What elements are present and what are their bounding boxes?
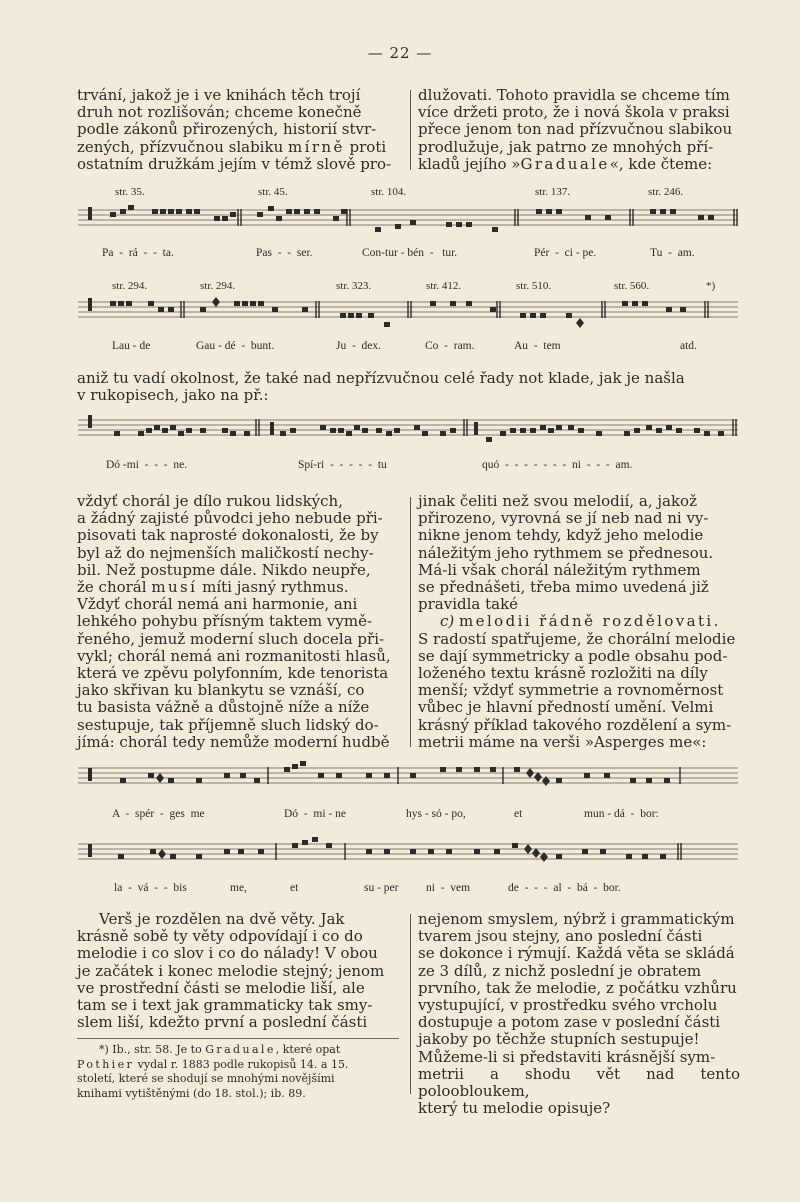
text-line: se dají symmetricky a podle obsahu pod- <box>418 646 728 665</box>
text-line: S radostí spatřujeme, že chorální melodie <box>418 629 736 648</box>
text-line: ostatním družkám jejím v témž slově pro- <box>77 154 392 173</box>
syllables: et <box>514 808 523 820</box>
text-line: ve prostřední části se melodie liší, ale <box>77 978 365 997</box>
mid-left-column <box>77 493 399 751</box>
text-line: náležitým jeho rythmem se přednesou. <box>418 543 714 562</box>
text-line: Má-li však chorál náležitým rythmem <box>418 560 701 579</box>
text-line: Verš je rozdělen na dvě věty. Jak <box>99 910 345 928</box>
text-line: vystupující, v prostředku svého vrcholu <box>418 996 718 1015</box>
text-line: melodie i co slov i co do nálady! V obou <box>77 944 378 963</box>
syllables: Co - ram. <box>425 340 475 352</box>
mid-text <box>77 370 740 404</box>
text-line: vykl; chorál nemá ani rozmanitosti hlasů, <box>77 646 391 665</box>
syllables: de - - - al - bá - bor. <box>508 882 621 894</box>
ref-label: str. 294. <box>112 280 148 292</box>
ref-label: str. 323. <box>336 280 372 292</box>
syllables: Pas - - ser. <box>256 247 313 259</box>
column-divider <box>410 90 411 170</box>
syllables: atd. <box>680 340 697 352</box>
text-line: nejenom smyslem, nýbrž i grammatickým <box>418 910 735 928</box>
staff-example-1 <box>0 200 800 250</box>
text-line: se přednášeti, třeba mimo uvedená již <box>418 578 709 597</box>
text-line: je začátek i konec melodie stejný; jenom <box>77 961 385 980</box>
syllables: A - spér - ges me <box>112 808 205 820</box>
text-line: kladů jejího »Graduale«, kde čteme: <box>418 154 713 173</box>
syllables: Dó - mi - ne <box>284 808 346 820</box>
text-line: slem liší, kdežto první a poslední části <box>77 1013 368 1032</box>
text-line: která ve zpěvu polyfonním, kde tenorista <box>77 664 389 683</box>
text-line: přirozeno, vyrovná se jí neb nad ni vy- <box>418 509 709 528</box>
syllables: mun - dá - bor: <box>584 808 659 820</box>
text-line: podle zákonů přirozených, historií stvr- <box>77 120 377 139</box>
text-line: trvání, jakož je i ve knihách těch trojí <box>77 86 361 104</box>
ref-label: str. 246. <box>648 186 684 198</box>
ref-label: str. 412. <box>426 280 462 292</box>
text-line: a žádný zajisté původci jeho nebude při- <box>77 509 383 528</box>
text-line: krásný příklad takového rozdělení a sym- <box>418 715 732 734</box>
syllables: Gau - dé - bunt. <box>196 340 275 352</box>
footnote-line: *) Ib., str. 58. Je to Graduale, které opat <box>99 1043 341 1056</box>
syllables: et <box>290 882 299 894</box>
text-line: prodlužuje, jak patrno ze mnohých pří- <box>418 137 714 156</box>
footnote-line: Pothier vydal r. 1883 podle rukopisů 14. a 15. <box>77 1057 349 1071</box>
ref-label: str. 104. <box>371 186 407 198</box>
staff-example-2 <box>0 292 800 342</box>
text-line: byl až do nejmenších maličkostí nechy- <box>77 543 374 562</box>
column-divider <box>410 914 411 1094</box>
text-line: zených, přízvučnou slabiku mírně proti <box>77 137 387 156</box>
text-line: lehkého pohybu přísným taktem vymě- <box>77 612 373 631</box>
top-left-column <box>77 87 399 173</box>
footnote-rule <box>77 1038 399 1039</box>
syllables: Dó -mi - - - ne. <box>106 459 188 471</box>
ref-label: str. 510. <box>516 280 552 292</box>
text-line: tu basista vážně a důstojně níže a níže <box>77 698 370 717</box>
syllables: me, <box>230 882 247 894</box>
text-line: přece jenom ton nad přízvučnou slabikou <box>418 120 733 139</box>
text-line: více držeti proto, že i nová škola v praksi <box>418 103 730 122</box>
ref-label: str. 560. <box>614 280 650 292</box>
syllables: Lau - de <box>112 340 151 352</box>
text-line: jinak čeliti než svou melodií, a, jakož <box>418 492 697 510</box>
syllables: Ju - dex. <box>336 340 382 352</box>
text-line: c) melodii řádně rozdělovati. <box>440 612 721 631</box>
bottom-right-column <box>418 911 740 1117</box>
staff-example-4b <box>0 834 800 884</box>
text-line: dlužovati. Tohoto pravidla se chceme tím <box>418 86 730 104</box>
column-divider <box>410 497 411 747</box>
text-line: krásně sobě ty věty odpovídají i co do <box>77 927 363 946</box>
text-line: ze 3 dílů, z nichž poslední je obratem <box>418 961 702 980</box>
syllables: su - per <box>364 882 399 894</box>
text-line: loženého textu krásně rozložiti na díly <box>418 664 708 683</box>
syllables: ni - vem <box>426 882 471 894</box>
syllables: hys - só - po, <box>406 808 466 820</box>
text-line: tam se i text jak grammaticky tak smy- <box>77 996 373 1015</box>
ref-label: str. 35. <box>115 186 145 198</box>
text-line: prvního, tak že melodie, z počátku vzhůru <box>418 978 737 997</box>
syllables: quó - - - - - - - ni - - - am. <box>482 459 633 471</box>
text-line: pravidla také <box>418 595 519 614</box>
mid-right-column <box>418 493 740 751</box>
syllables: Au - tem <box>514 340 561 352</box>
text-line: vždyť chorál je dílo rukou lidských, <box>77 492 343 510</box>
ref-label: str. 45. <box>258 186 288 198</box>
page-number: — 22 — <box>367 44 433 62</box>
text-line: vůbec je hlavní předností umění. Velmi <box>418 698 714 717</box>
text-line: metrii a shodu vět nad tento poloobloukem, <box>418 1064 740 1101</box>
text-line: druh not rozlišován; chceme konečně <box>77 103 362 122</box>
text-line: metrii máme na verši »Asperges me«: <box>418 732 707 751</box>
syllables: Spí-ri - - - - - tu <box>298 459 387 471</box>
text-line: v rukopisech, jako na př.: <box>77 386 269 405</box>
footnote <box>77 1043 399 1101</box>
syllables: Pa - rá - - ta. <box>102 247 174 259</box>
footnote-line: století, které se shodují se mnohými novějšími <box>77 1072 335 1085</box>
staff-example-4a <box>0 758 800 808</box>
text-line: že chorál musí míti jasný rythmus. <box>77 578 349 597</box>
text-line: dostupuje a potom zase v poslední části <box>418 1013 721 1032</box>
text-line: menší; vždyť symmetrie a rovnoměrnost <box>418 681 724 700</box>
ref-label: str. 137. <box>535 186 571 198</box>
text-line: pisovati tak naprosté dokonalosti, že by <box>77 526 379 545</box>
footnote-line: knihami vytištěnými (do 18. stol.); ib. 89. <box>77 1086 306 1100</box>
text-line: se dokonce i rýmují. Každá věta se skládá <box>418 944 735 963</box>
text-line: jako skřivan ku blankytu se vznáší, co <box>77 681 365 700</box>
text-line: bil. Než postupme dále. Nikdo neupře, <box>77 560 371 579</box>
footnote-marker: *) <box>706 280 716 292</box>
syllables: la - vá - - bis <box>114 882 187 894</box>
text-line: který tu melodie opisuje? <box>418 1099 611 1118</box>
text-line: Vždyť chorál nemá ani harmonie, ani <box>77 595 358 614</box>
syllables: Con-tur - bén - tur. <box>362 247 458 259</box>
text-line: jakoby po těchže stupních sestupuje! <box>418 1030 700 1049</box>
bottom-left-column <box>77 911 399 1031</box>
top-right-column <box>418 87 740 173</box>
text-line: tvarem jsou stejny, ano poslední části <box>418 927 703 946</box>
text-line: Můžeme-li si představiti krásnější sym- <box>418 1047 716 1066</box>
text-line: aniž tu vadí okolnost, že také nad nepřízvučnou celé řady not klade, jak je našla <box>77 369 685 387</box>
syllables: Tu - am. <box>650 247 695 259</box>
text-line: jímá: chorál tedy nemůže moderní hudbě <box>77 732 390 751</box>
syllables: Pér - ci - pe. <box>534 247 597 259</box>
ref-label: str. 294. <box>200 280 236 292</box>
text-line: sestupuje, tak příjemně sluch lidský do- <box>77 715 379 734</box>
text-line: nikne jenom tehdy, když jeho melodie <box>418 526 704 545</box>
staff-example-3 <box>0 410 800 460</box>
text-line: řeného, jemuž moderní sluch docela při- <box>77 629 385 648</box>
